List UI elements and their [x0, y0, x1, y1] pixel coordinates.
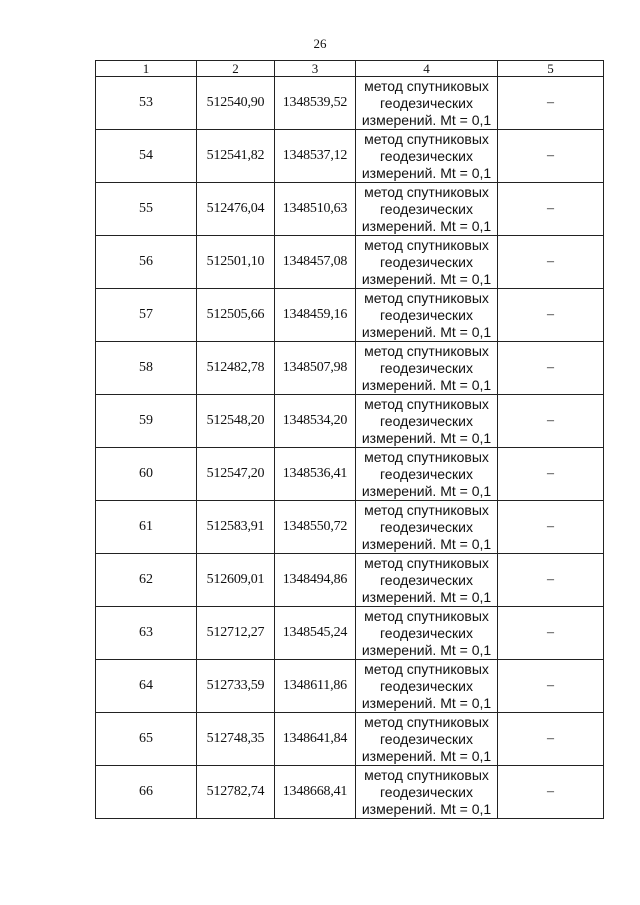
method-text-line: геодезических	[380, 94, 473, 111]
method-text-line: метод спутниковых	[364, 183, 489, 200]
table-row	[96, 183, 604, 236]
method-text-line: измерений. Mt = 0,1	[361, 482, 492, 499]
point-number-cell: 64	[96, 660, 197, 713]
method-text-line: геодезических	[380, 677, 473, 694]
coordinate-x-cell: 512548,20	[197, 395, 275, 448]
column-header: 2	[197, 61, 275, 77]
method-text-line: метод спутниковых	[364, 236, 489, 253]
table-header-row	[96, 61, 604, 77]
table-row	[96, 766, 604, 819]
method-text-line: метод спутниковых	[364, 607, 489, 624]
column-header: 1	[96, 61, 197, 77]
method-text-line: измерений. Mt = 0,1	[361, 694, 492, 711]
column5-cell: –	[498, 342, 604, 395]
table-row	[96, 448, 604, 501]
coordinates-table	[95, 60, 604, 819]
table-row	[96, 607, 604, 660]
method-cell	[356, 236, 498, 289]
point-number-cell: 57	[96, 289, 197, 342]
method-text-line: метод спутниковых	[364, 395, 489, 412]
point-number-cell: 66	[96, 766, 197, 819]
coordinate-y-cell: 1348641,84	[275, 713, 356, 766]
coordinate-x-cell: 512733,59	[197, 660, 275, 713]
method-text-line: измерений. Mt = 0,1	[361, 217, 492, 234]
method-text-line: метод спутниковых	[364, 766, 489, 783]
method-text-line: измерений. Mt = 0,1	[361, 747, 492, 764]
method-text-line: метод спутниковых	[364, 501, 489, 518]
method-text-line: измерений. Mt = 0,1	[361, 270, 492, 287]
point-number-cell: 54	[96, 130, 197, 183]
coordinate-x-cell: 512712,27	[197, 607, 275, 660]
method-cell	[356, 183, 498, 236]
method-text-line: геодезических	[380, 359, 473, 376]
column5-cell: –	[498, 501, 604, 554]
coordinate-y-cell: 1348507,98	[275, 342, 356, 395]
table-row	[96, 236, 604, 289]
table-row	[96, 501, 604, 554]
column5-cell: –	[498, 713, 604, 766]
column5-cell: –	[498, 766, 604, 819]
coordinate-x-cell: 512782,74	[197, 766, 275, 819]
column5-cell: –	[498, 395, 604, 448]
coordinate-x-cell: 512541,82	[197, 130, 275, 183]
table-row	[96, 713, 604, 766]
coordinate-y-cell: 1348494,86	[275, 554, 356, 607]
point-number-cell: 55	[96, 183, 197, 236]
coordinate-x-cell: 512583,91	[197, 501, 275, 554]
method-text-line: метод спутниковых	[364, 289, 489, 306]
table-row	[96, 554, 604, 607]
table-row	[96, 660, 604, 713]
method-cell	[356, 554, 498, 607]
column-header: 3	[275, 61, 356, 77]
method-text-line: метод спутниковых	[364, 342, 489, 359]
column5-cell: –	[498, 183, 604, 236]
point-number-cell: 53	[96, 77, 197, 130]
table-row	[96, 342, 604, 395]
method-text-line: метод спутниковых	[364, 554, 489, 571]
point-number-cell: 63	[96, 607, 197, 660]
column5-cell: –	[498, 660, 604, 713]
method-text-line: измерений. Mt = 0,1	[361, 588, 492, 605]
coordinate-y-cell: 1348510,63	[275, 183, 356, 236]
method-cell	[356, 766, 498, 819]
method-text-line: метод спутниковых	[364, 713, 489, 730]
method-text-line: геодезических	[380, 412, 473, 429]
coordinate-y-cell: 1348537,12	[275, 130, 356, 183]
coordinate-y-cell: 1348545,24	[275, 607, 356, 660]
column5-cell: –	[498, 77, 604, 130]
column5-cell: –	[498, 448, 604, 501]
table-row	[96, 395, 604, 448]
coordinate-x-cell: 512482,78	[197, 342, 275, 395]
table-row	[96, 130, 604, 183]
method-text-line: измерений. Mt = 0,1	[361, 641, 492, 658]
point-number-cell: 56	[96, 236, 197, 289]
point-number-cell: 59	[96, 395, 197, 448]
page-number: 26	[313, 36, 327, 51]
method-cell	[356, 77, 498, 130]
method-text-line: метод спутниковых	[364, 130, 489, 147]
method-text-line: геодезических	[380, 730, 473, 747]
coordinate-x-cell: 512547,20	[197, 448, 275, 501]
method-text-line: геодезических	[380, 147, 473, 164]
coordinate-x-cell: 512476,04	[197, 183, 275, 236]
method-cell	[356, 713, 498, 766]
method-text-line: геодезических	[380, 624, 473, 641]
method-text-line: геодезических	[380, 306, 473, 323]
method-cell	[356, 289, 498, 342]
column5-cell: –	[498, 289, 604, 342]
method-text-line: измерений. Mt = 0,1	[361, 111, 492, 128]
method-cell	[356, 660, 498, 713]
column5-cell: –	[498, 130, 604, 183]
method-text-line: геодезических	[380, 200, 473, 217]
method-text-line: измерений. Mt = 0,1	[361, 429, 492, 446]
coordinate-x-cell: 512540,90	[197, 77, 275, 130]
coordinate-x-cell: 512609,01	[197, 554, 275, 607]
method-text-line: геодезических	[380, 518, 473, 535]
coordinate-x-cell: 512501,10	[197, 236, 275, 289]
method-text-line: измерений. Mt = 0,1	[361, 800, 492, 817]
coordinate-y-cell: 1348536,41	[275, 448, 356, 501]
coordinate-x-cell: 512748,35	[197, 713, 275, 766]
table-row	[96, 77, 604, 130]
coordinate-y-cell: 1348534,20	[275, 395, 356, 448]
method-text-line: геодезических	[380, 253, 473, 270]
coordinate-y-cell: 1348539,52	[275, 77, 356, 130]
point-number-cell: 65	[96, 713, 197, 766]
method-text-line: геодезических	[380, 465, 473, 482]
method-cell	[356, 448, 498, 501]
column5-cell: –	[498, 607, 604, 660]
method-text-line: метод спутниковых	[364, 77, 489, 94]
coordinate-x-cell: 512505,66	[197, 289, 275, 342]
column-header: 5	[498, 61, 604, 77]
point-number-cell: 61	[96, 501, 197, 554]
coordinate-y-cell: 1348611,86	[275, 660, 356, 713]
method-text-line: измерений. Mt = 0,1	[361, 535, 492, 552]
point-number-cell: 60	[96, 448, 197, 501]
method-cell	[356, 130, 498, 183]
method-cell	[356, 501, 498, 554]
table-row	[96, 289, 604, 342]
column5-cell: –	[498, 554, 604, 607]
method-text-line: измерений. Mt = 0,1	[361, 376, 492, 393]
point-number-cell: 58	[96, 342, 197, 395]
coordinate-y-cell: 1348550,72	[275, 501, 356, 554]
point-number-cell: 62	[96, 554, 197, 607]
table-body	[96, 77, 604, 819]
method-text-line: метод спутниковых	[364, 448, 489, 465]
method-text-line: метод спутниковых	[364, 660, 489, 677]
coordinate-y-cell: 1348457,08	[275, 236, 356, 289]
method-cell	[356, 342, 498, 395]
method-cell	[356, 607, 498, 660]
method-text-line: измерений. Mt = 0,1	[361, 164, 492, 181]
method-text-line: геодезических	[380, 571, 473, 588]
coordinate-y-cell: 1348668,41	[275, 766, 356, 819]
column5-cell: –	[498, 236, 604, 289]
column-header: 4	[356, 61, 498, 77]
method-text-line: геодезических	[380, 783, 473, 800]
coordinate-y-cell: 1348459,16	[275, 289, 356, 342]
method-text-line: измерений. Mt = 0,1	[361, 323, 492, 340]
method-cell	[356, 395, 498, 448]
